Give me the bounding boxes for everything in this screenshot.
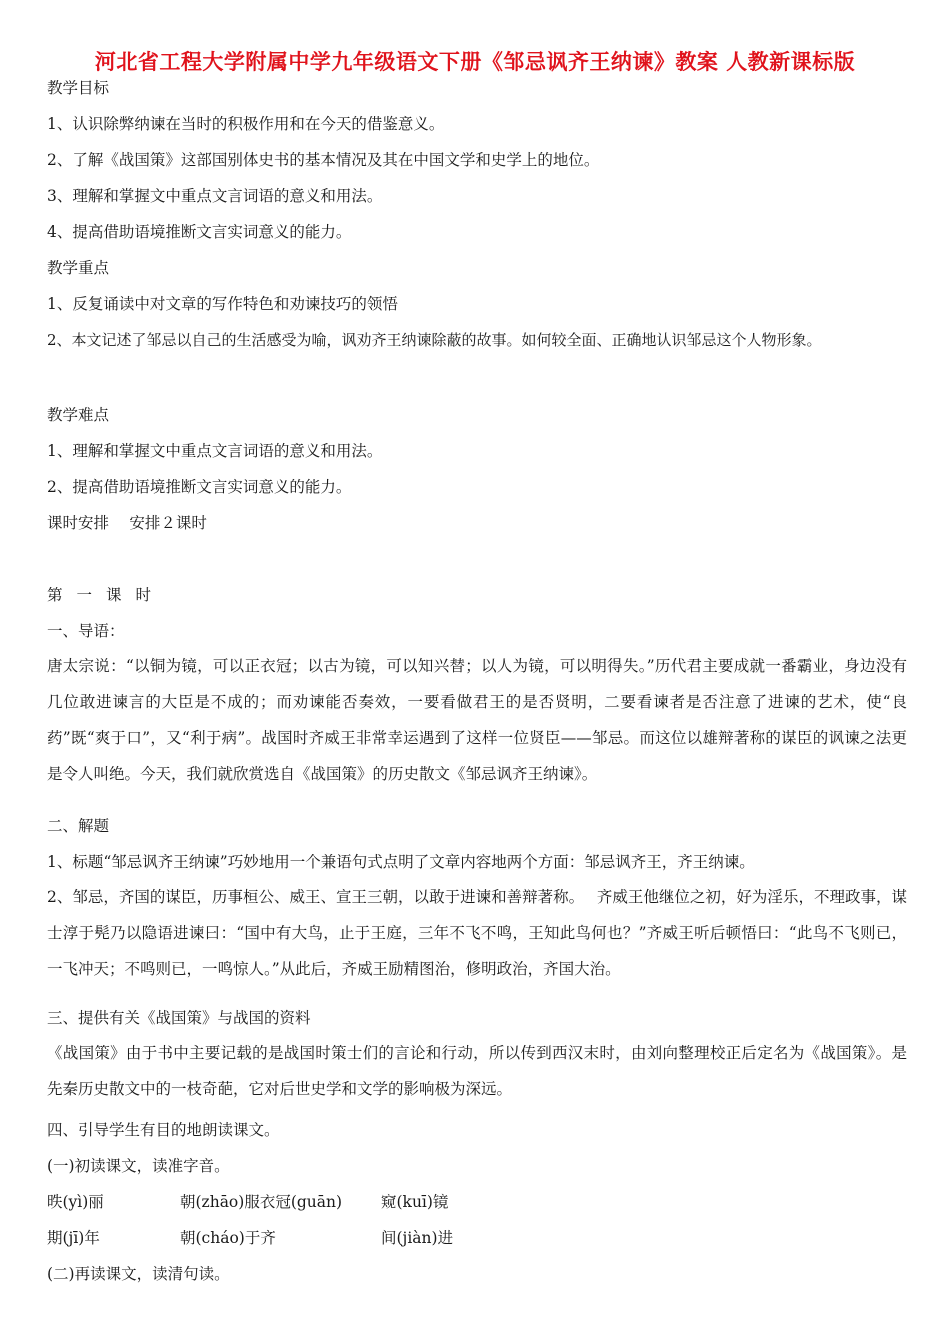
reading-step-2: (二)再读课文，读清句读。 — [47, 1265, 230, 1283]
material-paragraph: 《战国策》由于书中主要记载的是战国时策士们的言论和行动，所以传到西汉末时，由刘向整理校正后定名为《战国策》。是先秦历史散文中的一枝奇葩，它对后世史学和文学的影响极为深远。 — [47, 1044, 907, 1098]
difficulty-item-2: 2、提高借助语境推断文言实词意义的能力。 — [47, 478, 352, 496]
pinyin-item: 期(jī)年 — [47, 1229, 100, 1247]
pinyin-row-1 — [47, 1192, 907, 1212]
pinyin-item: 窥(kuī)镜 — [381, 1193, 449, 1211]
title-analysis-item-2: 2、邹忌，齐国的谋臣，历事桓公、威王、宣王三朝，以敢于进谏和善辩著称。 齐威王他继位之初，好为淫乐，不理政事，谋士淳于髡乃以隐语进谏曰：“国中有大鸟，止于王庭，三年不飞不鸣，王知此鸟何也？”齐威王听后顿悟曰：“此鸟不飞则已，一飞冲天；不鸣则已，一鸣惊人。”从此后，齐威王励精图治，修明政治，齐国大治。 — [47, 888, 907, 978]
document-title: 河北省工程大学附属中学九年级语文下册《邹忌讽齐王纳谏》教案 人教新课标版 — [94, 50, 856, 74]
objective-item-2: 2、了解《战国策》这部国别体史书的基本情况及其在中国文学和史学上的地位。 — [47, 151, 600, 169]
key-point-item-2: 2、本文记述了邹忌以自己的生活感受为喻，讽劝齐王纳谏除蔽的故事。如何较全面、正确地认识邹忌这个人物形象。 — [47, 331, 822, 349]
pinyin-item: 朝(zhāo)服衣冠(guān) — [180, 1193, 343, 1211]
difficulties-heading: 教学难点 — [47, 406, 110, 424]
objective-item-3: 3、理解和掌握文中重点文言词语的意义和用法。 — [47, 187, 383, 205]
pinyin-item: 间(jiàn)进 — [381, 1229, 454, 1247]
objective-item-4: 4、提高借助语境推断文言实词意义的能力。 — [47, 223, 352, 241]
key-points-heading: 教学重点 — [47, 259, 110, 277]
difficulty-item-1: 1、理解和掌握文中重点文言词语的意义和用法。 — [47, 442, 383, 460]
intro-paragraph: 唐太宗说：“以铜为镜，可以正衣冠；以古为镜，可以知兴替；以人为镜，可以明得失。”历代君主要成就一番霸业，身边没有几位敢进谏言的大臣是不成的；而劝谏能否奏效，一要看做君王的是否贤明，二要看谏者是否注意了进谏的艺术，使“良药”既“爽于口”，又“利于病”。战国时齐威王非常幸运遇到了这样一位贤臣——邹忌。而这位以雄辩著称的谋臣的讽谏之法更是令人叫绝。今天，我们就欣赏选自《战国策》的历史散文《邹忌讽齐王纳谏》。 — [47, 657, 907, 783]
intro-heading: 一、导语： — [47, 622, 125, 640]
title-analysis-heading: 二、解题 — [47, 817, 110, 835]
key-point-item-1: 1、反复诵读中对文章的写作特色和劝谏技巧的领悟 — [47, 295, 398, 313]
objective-item-1: 1、认识除弊纳谏在当时的积极作用和在今天的借鉴意义。 — [47, 115, 445, 133]
pinyin-item: 朝(cháo)于齐 — [180, 1229, 276, 1247]
lesson-heading: 第一课时 — [47, 586, 166, 604]
pinyin-item: 昳(yì)丽 — [47, 1193, 104, 1211]
schedule-line: 课时安排 安排２课时 — [47, 514, 207, 532]
pinyin-row-2 — [47, 1228, 907, 1248]
reading-heading: 四、引导学生有目的地朗读课文。 — [47, 1121, 280, 1139]
objectives-heading: 教学目标 — [47, 79, 110, 97]
reading-step-1: (一)初读课文，读准字音。 — [47, 1157, 230, 1175]
material-heading: 三、提供有关《战国策》与战国的资料 — [47, 1009, 311, 1027]
title-analysis-item-1: 1、标题“邹忌讽齐王纳谏”巧妙地用一个兼语句式点明了文章内容地两个方面：邹忌讽齐王，齐王纳谏。 — [47, 853, 755, 871]
